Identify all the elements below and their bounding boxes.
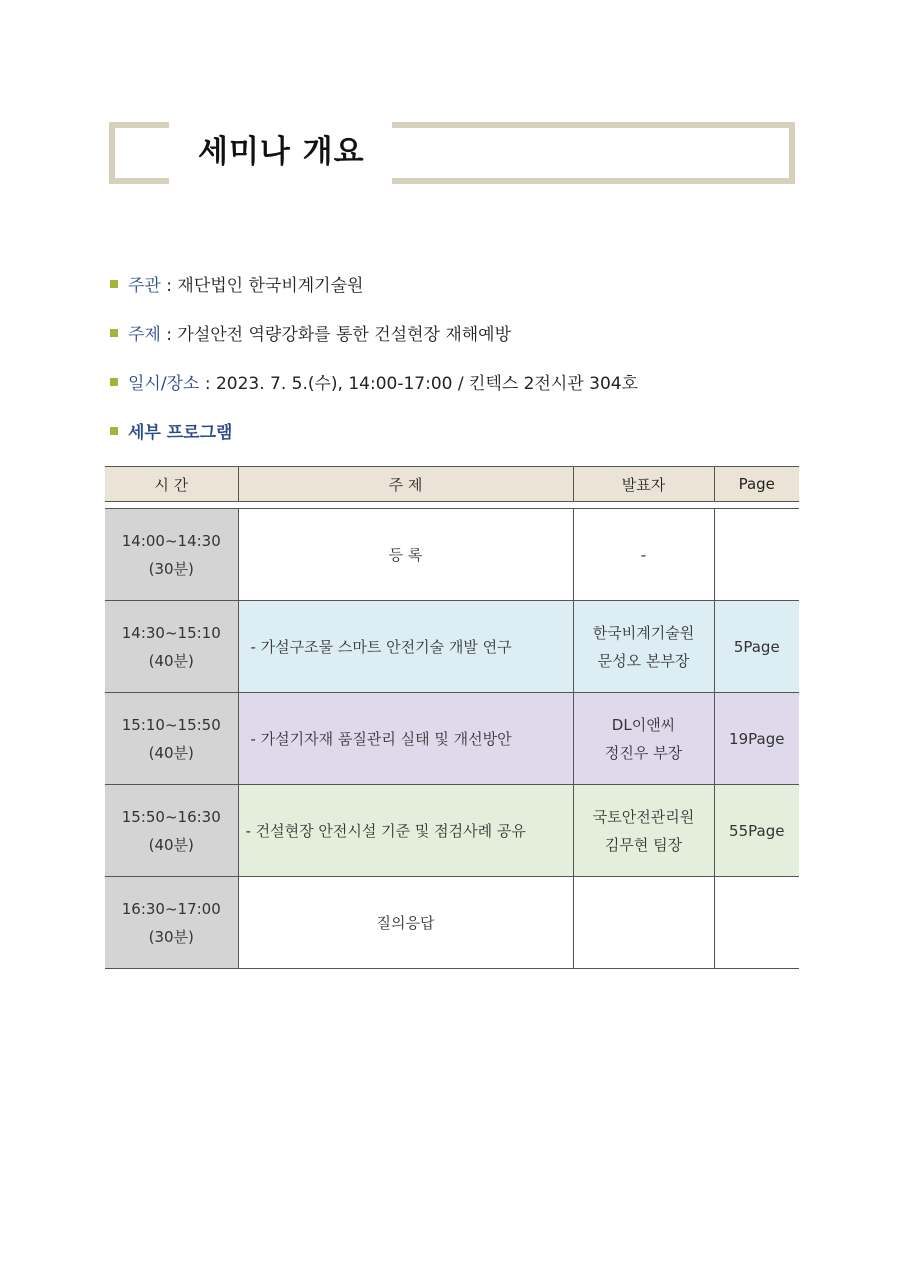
speaker-name: 김무현 팀장 bbox=[604, 835, 683, 854]
info-key: 세부 프로그램 bbox=[128, 423, 233, 443]
header-speaker: 발표자 bbox=[573, 467, 714, 502]
speaker-org: 한국비계기술원 bbox=[592, 623, 695, 642]
topic-cell: - 가설구조물 스마트 안전기술 개발 연구 bbox=[238, 601, 573, 693]
speaker-name: 문성오 본부장 bbox=[597, 651, 690, 670]
program-table bbox=[105, 466, 799, 969]
info-theme bbox=[110, 323, 511, 347]
info-host bbox=[110, 274, 363, 298]
speaker-cell bbox=[573, 785, 714, 877]
table-header-row bbox=[105, 467, 799, 502]
time-range: 14:30~15:10 bbox=[121, 623, 221, 642]
time-duration: (30분) bbox=[148, 559, 194, 578]
page-cell: 19Page bbox=[714, 693, 799, 785]
speaker-name: 정진우 부장 bbox=[604, 743, 683, 762]
time-range: 14:00~14:30 bbox=[121, 531, 221, 550]
topic-cell: - 가설기자재 품질관리 실태 및 개선방안 bbox=[238, 693, 573, 785]
table-row bbox=[105, 509, 799, 601]
speaker-cell bbox=[573, 693, 714, 785]
time-range: 15:50~16:30 bbox=[121, 807, 221, 826]
speaker-cell bbox=[573, 601, 714, 693]
speaker-org: - bbox=[640, 545, 647, 564]
topic-cell: 등 록 bbox=[238, 509, 573, 601]
info-key: 주관 bbox=[128, 276, 161, 296]
table-row bbox=[105, 785, 799, 877]
info-value: : 2023. 7. 5.(수), 14:00-17:00 / 킨텍스 2전시관 304호 bbox=[199, 374, 639, 394]
page-cell: 55Page bbox=[714, 785, 799, 877]
bullet-square-icon bbox=[110, 280, 118, 288]
speaker-org: DL이앤씨 bbox=[611, 715, 676, 734]
page-cell bbox=[714, 877, 799, 969]
page-title: 세미나 개요 bbox=[198, 134, 365, 170]
time-cell bbox=[105, 877, 238, 969]
time-duration: (40분) bbox=[148, 743, 194, 762]
header-time: 시 간 bbox=[105, 467, 238, 502]
bullet-square-icon bbox=[110, 427, 118, 435]
time-duration: (40분) bbox=[148, 835, 194, 854]
bullet-square-icon bbox=[110, 378, 118, 386]
bullet-square-icon bbox=[110, 329, 118, 337]
time-range: 15:10~15:50 bbox=[121, 715, 221, 734]
info-datetime bbox=[110, 372, 638, 396]
info-value: : 가설안전 역량강화를 통한 건설현장 재해예방 bbox=[160, 325, 512, 345]
table-row bbox=[105, 877, 799, 969]
page-cell bbox=[714, 509, 799, 601]
page-cell: 5Page bbox=[714, 601, 799, 693]
header-page: Page bbox=[714, 467, 799, 502]
time-cell bbox=[105, 509, 238, 601]
time-range: 16:30~17:00 bbox=[121, 899, 221, 918]
info-key: 주제 bbox=[128, 325, 161, 345]
time-cell bbox=[105, 601, 238, 693]
info-program bbox=[110, 421, 232, 445]
topic-cell: - 건설현장 안전시설 기준 및 점검사례 공유 bbox=[238, 785, 573, 877]
time-duration: (30분) bbox=[148, 927, 194, 946]
time-cell bbox=[105, 785, 238, 877]
info-key: 일시/장소 bbox=[128, 374, 200, 394]
speaker-cell bbox=[573, 509, 714, 601]
info-value: : 재단법인 한국비계기술원 bbox=[160, 276, 364, 296]
time-duration: (40분) bbox=[148, 651, 194, 670]
topic-cell: 질의응답 bbox=[238, 877, 573, 969]
table-row bbox=[105, 693, 799, 785]
speaker-org: 국토안전관리원 bbox=[592, 807, 695, 826]
time-cell bbox=[105, 693, 238, 785]
header-topic: 주 제 bbox=[238, 467, 573, 502]
table-row bbox=[105, 601, 799, 693]
speaker-cell bbox=[573, 877, 714, 969]
